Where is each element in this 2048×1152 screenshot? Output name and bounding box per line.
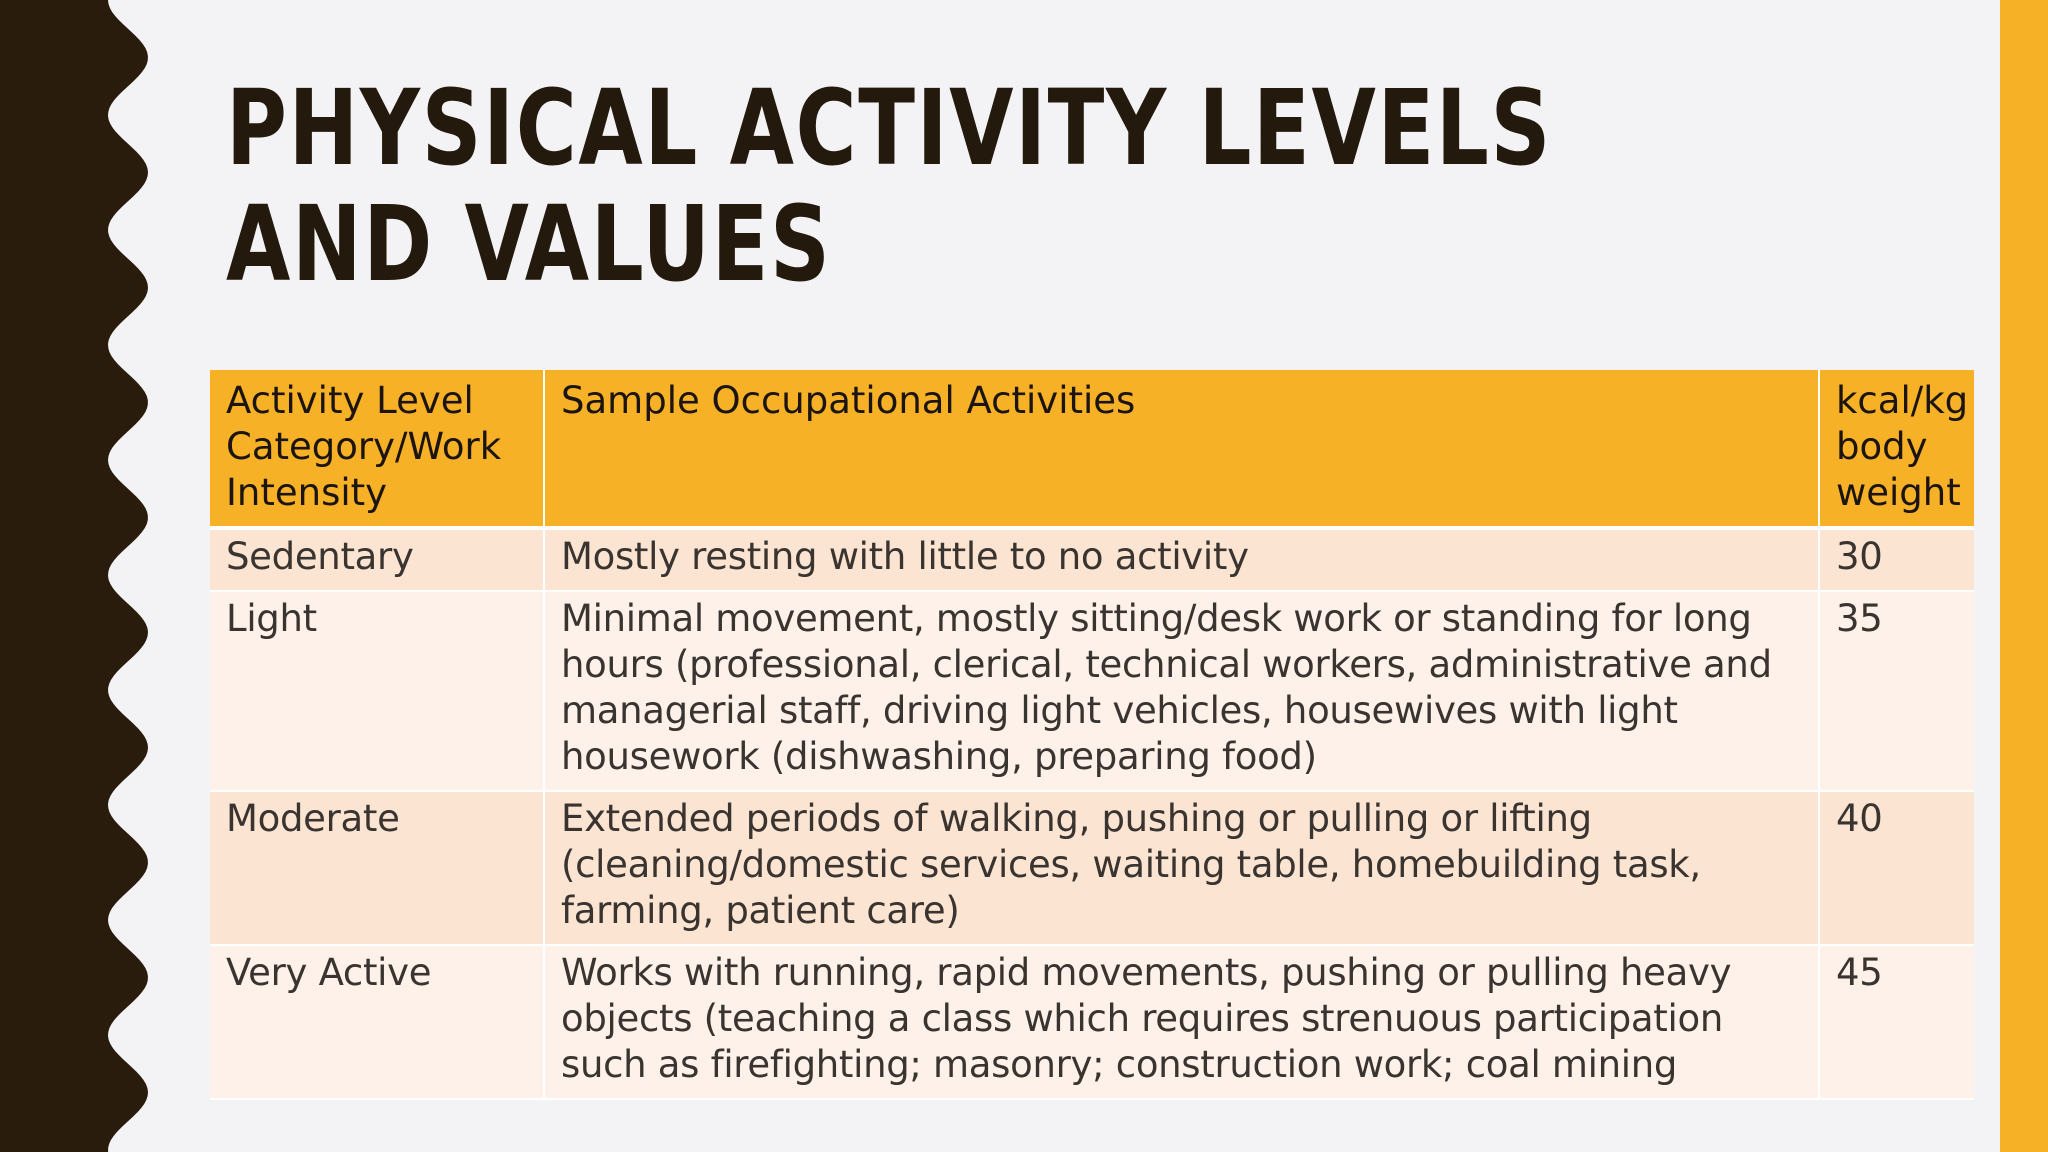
slide-title: PHYSICAL ACTIVITY LEVELS AND VALUES	[226, 67, 1553, 305]
table-row	[210, 945, 1974, 1099]
table-header-row	[210, 370, 1974, 528]
activity-level-cell: Sedentary	[210, 528, 544, 591]
table-row	[210, 528, 1974, 591]
table-row	[210, 791, 1974, 945]
activity-level-cell: Light	[210, 591, 544, 791]
header-sample-activities: Sample Occupational Activities	[544, 370, 1819, 528]
sample-activities-cell: Minimal movement, mostly sitting/desk work or standing for long hours (professional, clerical, technical workers, administrative and managerial staff, driving light vehicles, housewives with light housework (dishwashing, preparing food)	[544, 591, 1819, 791]
activity-level-cell: Very Active	[210, 945, 544, 1099]
sample-activities-cell: Mostly resting with little to no activity	[544, 528, 1819, 591]
table-row	[210, 591, 1974, 791]
header-activity-level: Activity Level Category/Work Intensity	[210, 370, 544, 528]
sample-activities-cell: Extended periods of walking, pushing or pulling or lifting (cleaning/domestic services, waiting table, homebuilding task, farming, patient care)	[544, 791, 1819, 945]
wavy-side-band	[0, 0, 160, 1152]
accent-stripe	[2000, 0, 2048, 1152]
activity-levels-table	[210, 370, 1974, 1100]
kcal-value-cell: 40	[1836, 797, 1883, 840]
kcal-value-cell: 35	[1836, 597, 1883, 640]
header-kcal-per-kg: kcal/kg body weight	[1819, 370, 1974, 528]
sample-activities-cell: Works with running, rapid movements, pushing or pulling heavy objects (teaching a class which requires strenuous participation such as firefighting; masonry; construction work; coal mining	[544, 945, 1819, 1099]
kcal-value-cell: 45	[1836, 951, 1883, 994]
kcal-value-cell: 30	[1836, 535, 1883, 578]
activity-level-cell: Moderate	[210, 791, 544, 945]
